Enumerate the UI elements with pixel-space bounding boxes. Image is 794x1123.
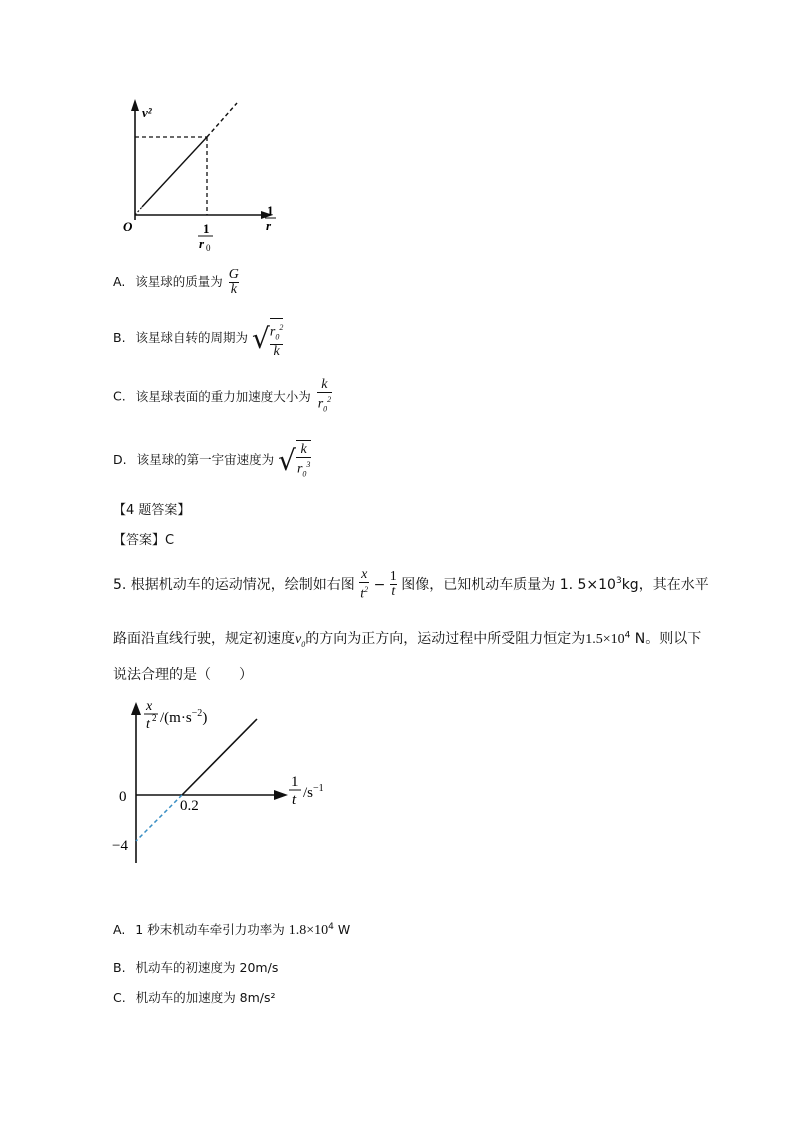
- q5-intro-a: 5. 根据机动车的运动情况，绘制如右图: [113, 576, 355, 593]
- option-letter: A.: [113, 274, 126, 289]
- option-text: 该星球的第一宇宙速度为: [136, 452, 275, 468]
- fraction-k-over-r0cube: $\frac{k}{r_0^3}$: [296, 440, 311, 481]
- y-label-num: x: [146, 699, 153, 714]
- fraction-x-over-t2: $\frac{x}{t^2}$: [360, 567, 369, 602]
- answer-label: 【答案】: [113, 533, 166, 548]
- graph-x-over-t2-vs-inverse-t: [108, 697, 348, 869]
- option-text: 机动车的加速度为 8m/s²: [135, 990, 276, 1005]
- q4-option-b: [113, 318, 283, 359]
- q4-option-c: [113, 378, 332, 416]
- graph-v2-vs-inverse-r: [115, 95, 290, 255]
- x-label-unit: $/s^{-1}$: [303, 783, 324, 801]
- y-axis-arrow: [131, 99, 139, 111]
- q5-line2-a: 路面沿直线行驶，规定初速度: [113, 631, 295, 647]
- q4-option-a: [113, 268, 239, 297]
- data-line: [182, 719, 257, 795]
- answer-header: 【4 题答案】: [113, 503, 191, 518]
- x-axis-label-num: 1: [267, 203, 274, 218]
- q5-option-c: [113, 988, 276, 1006]
- radical-icon: √: [278, 443, 296, 477]
- q5-line2-b: 的方向为正方向，运动过程中所受阻力恒定为: [305, 631, 586, 647]
- radical-icon: √: [252, 321, 270, 355]
- x-label-num: 1: [291, 774, 299, 790]
- fraction-k-over-r0sq: $\frac{k}{r_0^2}$: [317, 378, 332, 416]
- tick-label-den-sub: 0: [206, 243, 211, 253]
- fraction-g-over-k: $\frac{G}{k}$: [228, 267, 239, 297]
- zero-label: 0: [119, 789, 127, 805]
- option-text: 1 秒末机动车牵引力功率为: [135, 922, 289, 937]
- option-letter: B.: [113, 330, 126, 346]
- fraction-r0sq-over-k: $\frac{r_0^2}{k}$: [270, 318, 283, 359]
- option-text: 该星球表面的重力加速度大小为: [135, 388, 311, 404]
- q5-mass-unit: kg，其在水平: [621, 576, 709, 593]
- power-unit: W: [333, 922, 351, 937]
- fraction-1-over-t: $\frac{1}{t}$: [389, 569, 397, 600]
- y-axis-arrow: [131, 702, 141, 715]
- y-label-den-sup: 2: [152, 713, 157, 723]
- q5-line3: 说法合理的是（ ）: [113, 667, 253, 683]
- power-value: 1.8×10: [288, 923, 329, 938]
- q5-intro-b: 图像，已知机动车质量为 1. 5×10: [401, 576, 616, 593]
- x-axis-label-den: r: [266, 218, 272, 233]
- option-letter: C.: [113, 388, 126, 404]
- q5-line2-c: N。则以下: [630, 631, 702, 647]
- minus-sign: −: [373, 576, 386, 593]
- option-letter: D.: [113, 452, 127, 468]
- force-exponent: 4: [624, 630, 631, 641]
- option-text: 机动车的初速度为 20m/s: [135, 960, 279, 975]
- data-line: [142, 137, 207, 207]
- answer-value: C: [165, 533, 175, 548]
- option-letter: A.: [113, 922, 126, 937]
- y-label-den: t: [146, 717, 150, 732]
- option-text: 该星球自转的周期为: [135, 330, 249, 346]
- force-value: 1.5×10: [585, 632, 625, 647]
- mass-exponent: 3: [615, 576, 622, 587]
- power-exponent: 4: [328, 921, 334, 932]
- option-letter: B.: [113, 960, 126, 975]
- x-intercept-label: 0.2: [180, 798, 199, 814]
- x-label-den: t: [292, 792, 297, 808]
- y-label-unit: $/(m\cdot s^{-2})$: [160, 708, 208, 726]
- q5-option-b: [113, 958, 278, 976]
- answer-line: [113, 529, 174, 548]
- q5-intro-line: [113, 568, 709, 602]
- x-axis-arrow: [274, 790, 288, 800]
- y-intercept-label: −4: [112, 838, 128, 854]
- origin-label: O: [123, 219, 133, 234]
- q5-line2: [113, 628, 701, 649]
- q5-option-a: [113, 920, 350, 939]
- y-axis-label: v²: [142, 105, 152, 120]
- option-text: 该星球的质量为: [135, 274, 223, 289]
- data-line-extension: [136, 795, 182, 841]
- data-line-extension: [207, 103, 237, 137]
- option-letter: C.: [113, 990, 126, 1005]
- v0-symbol: $v_0$: [295, 632, 306, 649]
- q4-option-d: [113, 440, 311, 481]
- tick-label-num: 1: [203, 221, 210, 236]
- tick-label-den: r: [199, 236, 205, 251]
- origin-dash: [135, 207, 142, 215]
